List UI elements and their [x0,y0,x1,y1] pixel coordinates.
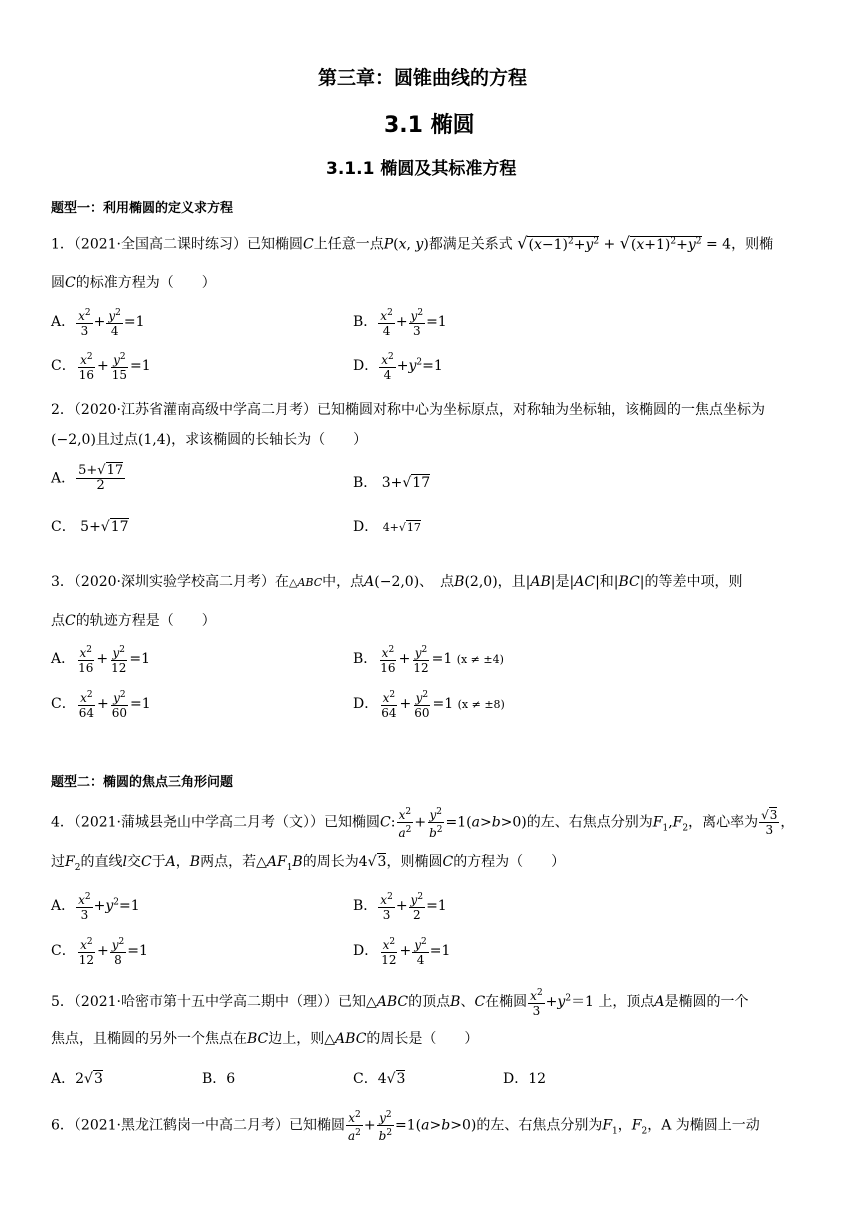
question-4-line-1: 4．（2021·蒲城县尧山中学高二月考（文））已知椭圆C: $\frac{x^2}{a^2}$ + $\frac{y^2}{b^2}$ =1(a>b>0)的左、右焦点分别为$F_1,F_2$，离心率为 $\frac{√3}{3}$ ， [51,807,795,840]
type-heading-2: 题型二：椭圆的焦点三角形问题 [51,775,234,790]
q4-option-a[interactable]: A． $\frac{x^2}{3}$ $+y^2=1$ [51,892,140,922]
question-3-line-1: 3．（2020·深圳实验学校高二月考）在△ABC中，点A(−2,0)、 点B(2,0)，且|AB|是|AC|和|BC|的等差中项，则 [51,574,743,590]
q4-option-b[interactable]: B． $\frac{x^2}{3}$ + $\frac{y^2}{2}$ =1 [353,892,447,922]
question-2-line-1: 2．（2020·江苏省灌南高级中学高二月考）已知椭圆对称中心为坐标原点，对称轴为坐标轴，该椭圆的一焦点坐标为 [51,402,765,418]
q5-option-a[interactable]: A．2√3 [51,1071,103,1087]
q2-option-c[interactable]: C． 5+√17 [51,519,129,535]
question-3-line-2: 点C的轨迹方程是（ ） [51,613,216,629]
question-5-line-1: 5．（2021·哈密市第十五中学高二期中（理））已知△ABC的顶点B、C在椭圆 $\frac{x^2}{3}$ $+y^2=1$ 上，顶点A是椭圆的一个 [51,988,749,1018]
q1-option-c[interactable]: C． $\frac{x^2}{16}$ + $\frac{y^2}{15}$ =1 [51,352,151,382]
q5-option-b[interactable]: B．6 [202,1071,236,1087]
subsection-title: 3.1.1 椭圆及其标准方程 [326,159,517,179]
q3-option-a[interactable]: A． $\frac{x^2}{16}$ + $\frac{y^2}{12}$ =1 [51,645,151,675]
q2-option-a[interactable]: A． $\frac{5+√17}{2}$ [51,463,124,493]
q3-option-d[interactable]: D． $\frac{x^2}{64}$ + $\frac{y^2}{60}$ =1 (x ≠ ±8) [353,690,505,720]
q4-option-d[interactable]: D． $\frac{x^2}{12}$ + $\frac{y^2}{4}$ =1 [353,937,451,967]
question-5-line-2: 焦点，且椭圆的另外一个焦点在BC边上，则△ABC的周长是（ ） [51,1031,479,1047]
chapter-title: 第三章：圆锥曲线的方程 [318,67,528,89]
q2-option-d[interactable]: D． 4+√17 [353,519,421,535]
question-2-line-2: (−2,0)且过点(1,4)，求该椭圆的长轴长为（ ） [51,432,368,448]
q3-option-b[interactable]: B． $\frac{x^2}{16}$ + $\frac{y^2}{12}$ =1 (x ≠ ±4) [353,645,504,675]
q5-option-c[interactable]: C．4√3 [353,1071,406,1087]
type-heading-1: 题型一：利用椭圆的定义求方程 [51,201,234,216]
question-6-line-1: 6．（2021·黑龙江鹤岗一中高二月考）已知椭圆 $\frac{x^2}{a^2}$ + $\frac{y^2}{b^2}$ =1(a>b>0)的左、右焦点分别为$F_1$，$F_2$，A 为椭圆上一动 [51,1110,760,1143]
section-title: 3.1 椭圆 [384,113,475,138]
q1-option-b[interactable]: B． $\frac{x^2}{4}$ + $\frac{y^2}{3}$ =1 [353,308,447,338]
q1-option-a[interactable]: A． $\frac{x^2}{3}$ + $\frac{y^2}{4}$ =1 [51,308,145,338]
q2-option-b[interactable]: B． 3+√17 [353,475,431,491]
question-1-line-1: 1．（2021·全国高二课时练习）已知椭圆C上任意一点P(x, y)都满足关系式 $√(x-1)^2+y^2 + √(x+1)^2+y^2 = 4$，则椭 [51,233,774,253]
q1-option-d[interactable]: D． $\frac{x^2}{4}$ $+y^2=1$ [353,352,443,382]
q5-option-d[interactable]: D．12 [503,1071,547,1087]
q3-option-c[interactable]: C． $\frac{x^2}{64}$ + $\frac{y^2}{60}$ =1 [51,690,151,720]
q4-option-c[interactable]: C． $\frac{x^2}{12}$ + $\frac{y^2}{8}$ =1 [51,937,148,967]
question-1-line-2: 圆C的标准方程为（ ） [51,275,216,291]
question-4-line-2: 过$F_2$的直线l交C于A，B两点，若$\triangle AF_1B$的周长为4√3，则椭圆C的方程为（ ） [51,854,566,873]
